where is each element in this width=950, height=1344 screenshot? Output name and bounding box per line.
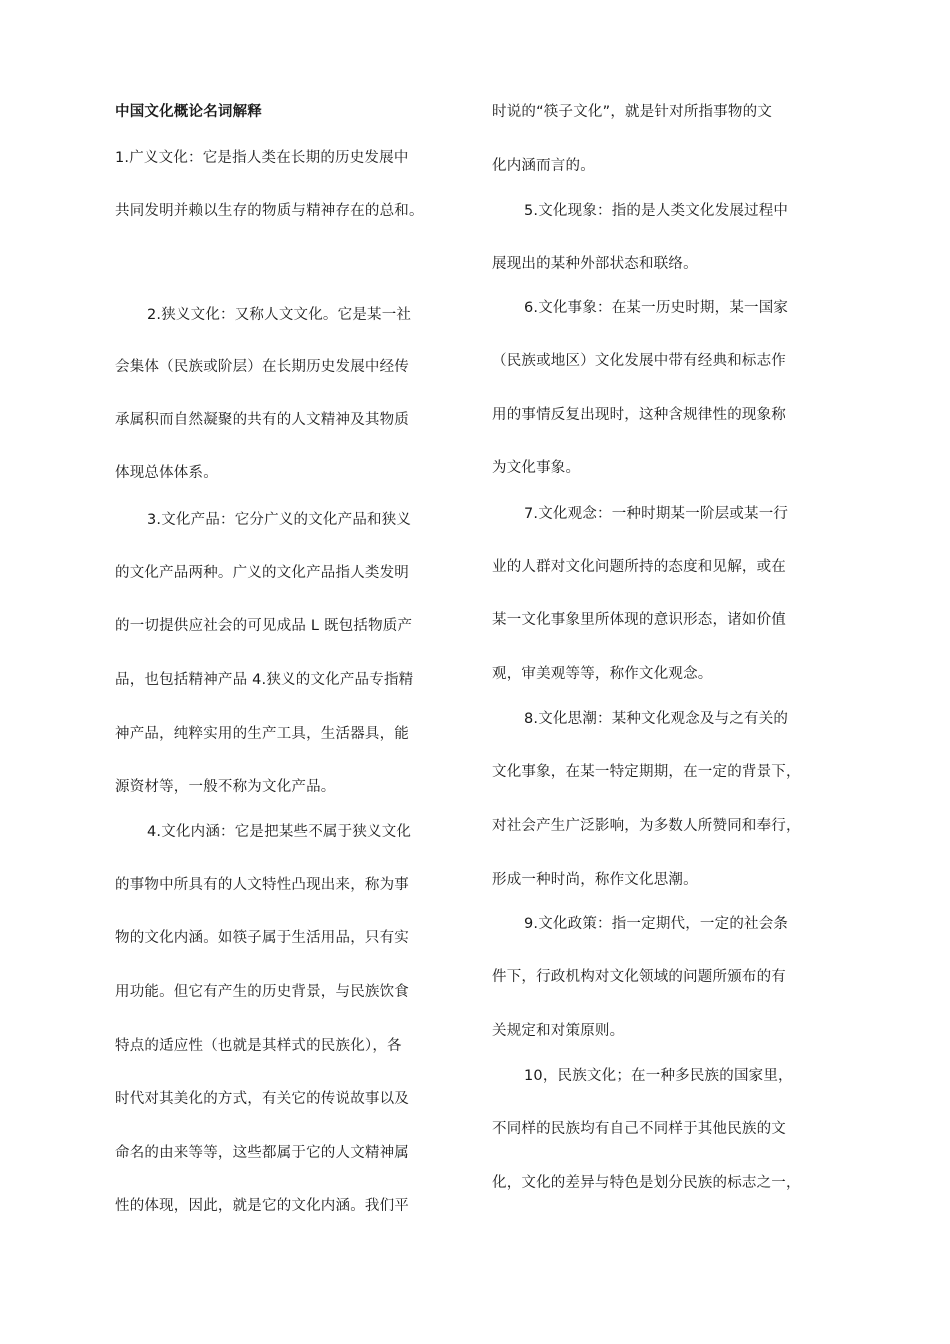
text-line: 时代对其美化的方式，有关它的传说故事以及 — [115, 1091, 409, 1107]
text-line: 不同样的民族均有自己不同样于其他民族的文 — [492, 1121, 786, 1137]
text-line: 物的文化内涵。如筷子属于生活用品，只有实 — [115, 930, 409, 946]
text-line: 的事物中所具有的人文特性凸现出来，称为事 — [115, 877, 409, 893]
text-line: 神产品，纯粹实用的生产工具，生活器具，能 — [115, 726, 409, 742]
text-line: 共同发明并赖以生存的物质与精神存在的总和。 — [115, 203, 424, 219]
text-line: 5.文化现象：指的是人类文化发展过程中 — [524, 203, 789, 219]
text-line: 命名的由来等等，这些都属于它的人文精神属 — [115, 1145, 409, 1161]
text-line: （民族或地区）文化发展中带有经典和标志作 — [492, 353, 786, 369]
text-line: 4.文化内涵：它是把某些不属于狭义文化 — [147, 824, 412, 840]
text-line: 8.文化思潮：某种文化观念及与之有关的 — [524, 711, 789, 727]
text-line: 业的人群对文化问题所持的态度和见解，或在 — [492, 559, 786, 575]
text-line: 承属积而自然凝聚的共有的人文精神及其物质 — [115, 412, 409, 428]
text-line: 源资材等，一般不称为文化产品。 — [115, 779, 336, 795]
text-line: 化，文化的差异与特色是划分民族的标志之一， — [492, 1175, 801, 1191]
text-line: 品，也包括精神产品 4.狭义的文化产品专指精 — [115, 672, 414, 688]
text-line: 某一文化事象里所体现的意识形态，诸如价值 — [492, 612, 786, 628]
text-line: 的一切提供应社会的可见成品 L 既包括物质产 — [115, 618, 413, 634]
text-line: 7.文化观念：一种时期某一阶层或某一行 — [524, 506, 789, 522]
text-line: 件下，行政机构对文化领域的问题所颁布的有 — [492, 969, 786, 985]
text-line: 用功能。但它有产生的历史背景，与民族饮食 — [115, 984, 409, 1000]
text-line: 1.广义文化：它是指人类在长期的历史发展中 — [115, 150, 409, 166]
text-line: 用的事情反复出现时，这种含规律性的现象称 — [492, 407, 786, 423]
text-line: 10，民族文化；在一种多民族的国家里， — [524, 1068, 793, 1084]
text-line: 9.文化政策：指一定期代，一定的社会条 — [524, 916, 789, 932]
text-line: 体现总体体系。 — [115, 465, 218, 481]
text-line: 6.文化事象：在某一历史时期，某一国家 — [524, 300, 789, 316]
text-line: 文化事象，在某一特定期期，在一定的背景下， — [492, 764, 801, 780]
text-line: 3.文化产品：它分广义的文化产品和狭义 — [147, 512, 412, 528]
text-line: 时说的“筷子文化”，就是针对所指事物的文 — [492, 104, 773, 120]
text-line: 关规定和对策原则。 — [492, 1023, 625, 1039]
text-line: 会集体（民族或阶层）在长期历史发展中经传 — [115, 359, 409, 375]
text-line: 形成一种时尚，称作文化思潮。 — [492, 872, 698, 888]
document-title: 中国文化概论名词解释 — [115, 104, 262, 120]
text-line: 性的体现，因此，就是它的文化内涵。我们平 — [115, 1198, 409, 1214]
text-line: 展现出的某种外部状态和联络。 — [492, 256, 698, 272]
text-line: 的文化产品两种。广义的文化产品指人类发明 — [115, 565, 409, 581]
text-line: 特点的适应性（也就是其样式的民族化），各 — [115, 1038, 402, 1054]
text-line: 为文化事象。 — [492, 460, 581, 476]
text-line: 2.狭义文化：又称人文文化。它是某一社 — [147, 307, 412, 323]
text-line: 化内涵而言的。 — [492, 158, 595, 174]
text-line: 观，审美观等等，称作文化观念。 — [492, 666, 713, 682]
text-line: 对社会产生广泛影响，为多数人所赞同和奉行， — [492, 818, 801, 834]
